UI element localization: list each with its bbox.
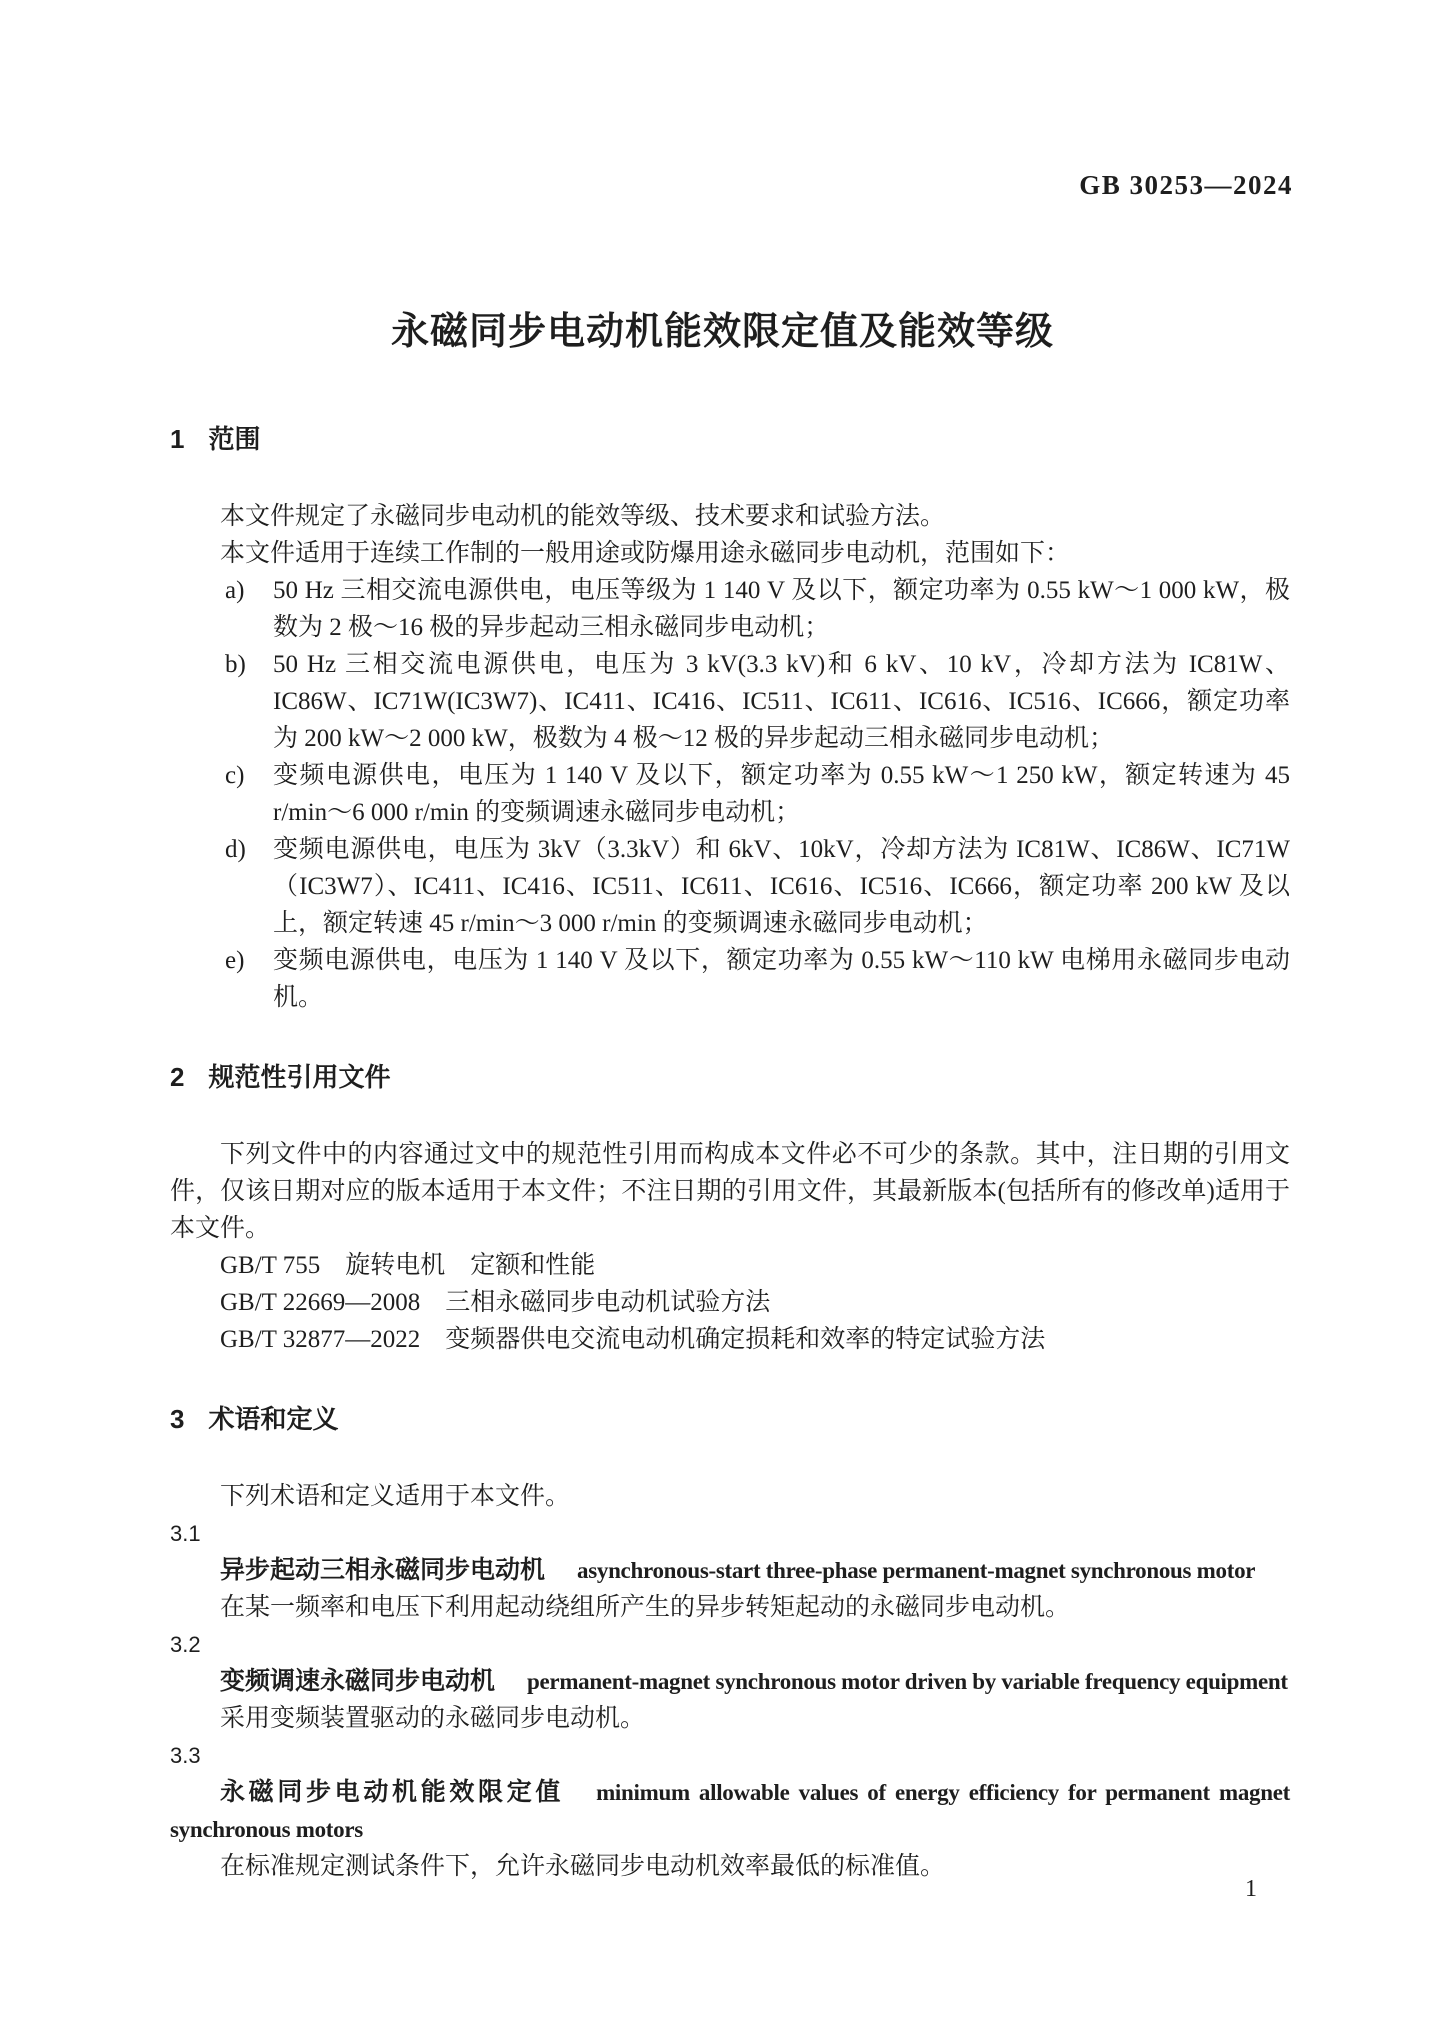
clause-number-3-3: 3.3 bbox=[170, 1743, 201, 1768]
list-marker-e: e) bbox=[225, 947, 245, 974]
page-number: 1 bbox=[1245, 1876, 1257, 1902]
list-marker-d: d) bbox=[225, 836, 246, 863]
scope-list-item-b bbox=[170, 646, 1290, 757]
section-1-number: 1 bbox=[170, 424, 185, 454]
section-1-title: 范围 bbox=[208, 424, 261, 454]
section-1-heading bbox=[170, 420, 1290, 458]
list-text-b: 50 Hz 三相交流电源供电，电压为 3 kV(3.3 kV)和 6 kV、10 kV，冷却方法为 IC81W、IC86W、IC71W(IC3W7)、IC411、IC416、IC511、IC611、IC616、IC516、IC666，额定功率为 200 kW～2 000 kW，极数为 4 极～12 极的异步起动三相永磁同步电动机； bbox=[273, 651, 1290, 752]
section-3-title: 术语和定义 bbox=[208, 1404, 339, 1434]
term-3-1-chinese: 异步起动三相永磁同步电动机 bbox=[220, 1556, 546, 1584]
term-3-1-english: asynchronous-start three-phase permanent-magnet synchronous motor bbox=[577, 1558, 1256, 1583]
section-3-heading bbox=[170, 1400, 1290, 1438]
scope-paragraph-1: 本文件规定了永磁同步电动机的能效等级、技术要求和试验方法。 bbox=[220, 503, 946, 530]
scope-list-item-a bbox=[170, 572, 1290, 646]
definition-3-3: 在标准规定测试条件下，允许永磁同步电动机效率最低的标准值。 bbox=[220, 1853, 946, 1880]
standard-number: GB 30253—2024 bbox=[1079, 170, 1293, 200]
terms-intro-paragraph: 下列术语和定义适用于本文件。 bbox=[220, 1483, 571, 1510]
list-marker-c: c) bbox=[225, 762, 245, 789]
section-2-title: 规范性引用文件 bbox=[208, 1062, 391, 1092]
term-3-2-english: permanent-magnet synchronous motor driven by variable frequency equipment bbox=[527, 1669, 1288, 1694]
scope-list-item-d bbox=[170, 831, 1290, 942]
term-3-1 bbox=[170, 1552, 1290, 1589]
reference-gbt-755: GB/T 755 旋转电机 定额和性能 bbox=[220, 1252, 596, 1279]
list-marker-b: b) bbox=[225, 651, 246, 678]
list-text-c: 变频电源供电，电压为 1 140 V 及以下，额定功率为 0.55 kW～1 250 kW，额定转速为 45 r/min～6 000 r/min 的变频调速永磁同步电动机； bbox=[273, 762, 1290, 826]
clause-number-3-2: 3.2 bbox=[170, 1632, 201, 1657]
definition-3-1: 在某一频率和电压下利用起动绕组所产生的异步转矩起动的永磁同步电动机。 bbox=[220, 1594, 1071, 1621]
term-3-2-chinese: 变频调速永磁同步电动机 bbox=[220, 1667, 496, 1695]
scope-list-item-e bbox=[170, 942, 1290, 1016]
reference-gbt-32877: GB/T 32877—2022 变频器供电交流电动机确定损耗和效率的特定试验方法 bbox=[220, 1326, 1046, 1353]
clause-number-3-1: 3.1 bbox=[170, 1521, 201, 1546]
term-3-3 bbox=[170, 1774, 1290, 1848]
term-3-2 bbox=[170, 1663, 1290, 1700]
definition-3-2: 采用变频装置驱动的永磁同步电动机。 bbox=[220, 1705, 646, 1732]
list-text-e: 变频电源供电，电压为 1 140 V 及以下，额定功率为 0.55 kW～110 kW 电梯用永磁同步电动机。 bbox=[273, 947, 1290, 1011]
scope-list-item-c bbox=[170, 757, 1290, 831]
normative-references-paragraph: 下列文件中的内容通过文中的规范性引用而构成本文件必不可少的条款。其中，注日期的引用文件，仅该日期对应的版本适用于本文件；不注日期的引用文件，其最新版本(包括所有的修改单)适用于本文件。 bbox=[170, 1141, 1290, 1242]
list-text-a: 50 Hz 三相交流电源供电，电压等级为 1 140 V 及以下，额定功率为 0.55 kW～1 000 kW，极数为 2 极～16 极的异步起动三相永磁同步电动机； bbox=[273, 577, 1290, 641]
term-3-3-english: minimum allowable values of energy efficiency for permanent magnet synchronous motors bbox=[170, 1780, 1290, 1842]
document-title: 永磁同步电动机能效限定值及能效等级 bbox=[390, 311, 1054, 353]
section-2-heading bbox=[170, 1058, 1290, 1096]
term-3-3-chinese: 永磁同步电动机能效限定值 bbox=[220, 1778, 565, 1806]
document-body bbox=[170, 420, 1290, 1885]
scope-paragraph-2: 本文件适用于连续工作制的一般用途或防爆用途永磁同步电动机，范围如下： bbox=[220, 540, 1071, 567]
list-text-d: 变频电源供电，电压为 3kV（3.3kV）和 6kV、10kV，冷却方法为 IC81W、IC86W、IC71W（IC3W7）、IC411、IC416、IC511、IC611、IC616、IC516、IC666，额定功率 200 kW 及以上，额定转速 45 r/min～3 000 r/min 的变频调速永磁同步电动机； bbox=[273, 836, 1290, 937]
section-2-number: 2 bbox=[170, 1062, 185, 1092]
reference-gbt-22669: GB/T 22669—2008 三相永磁同步电动机试验方法 bbox=[220, 1289, 771, 1316]
section-3-number: 3 bbox=[170, 1404, 185, 1434]
list-marker-a: a) bbox=[225, 577, 245, 604]
